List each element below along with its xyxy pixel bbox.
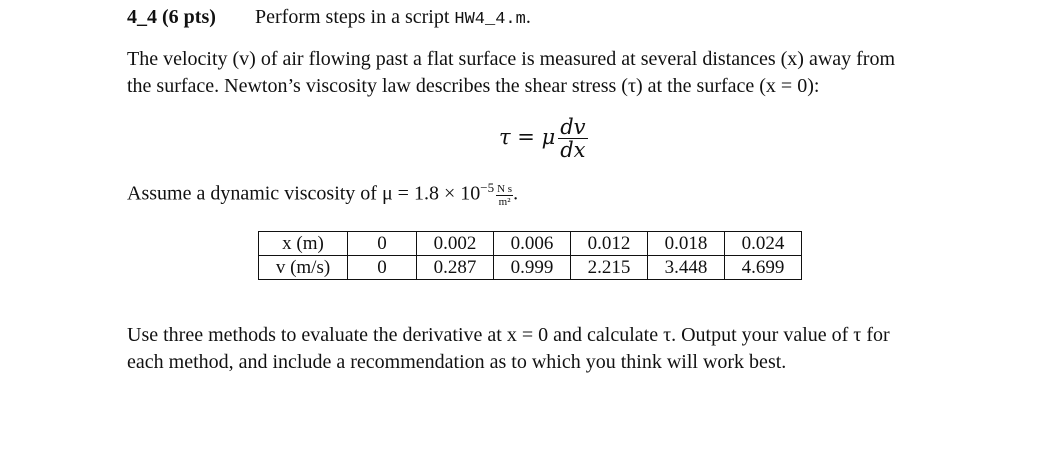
- viscosity-statement: [127, 180, 518, 208]
- problem-header: [127, 6, 531, 29]
- fraction-denominator: dx: [560, 138, 586, 162]
- table-row: [259, 256, 802, 280]
- table-cell: 0: [348, 256, 417, 280]
- task-text: [255, 6, 531, 29]
- viscosity-text: Assume a dynamic viscosity of μ = 1.8 × 10: [127, 182, 481, 205]
- row-label-x: x (m): [259, 232, 348, 256]
- table-cell: 2.215: [571, 256, 648, 280]
- intro-line-2: the surface. Newton’s viscosity law describes the shear stress (τ) at the surface (x = 0):: [127, 75, 820, 97]
- equation-lhs: τ = μ: [499, 125, 556, 149]
- script-name: HW4_4.m: [454, 10, 526, 29]
- viscosity-end: .: [513, 182, 519, 205]
- instructions-line-1: Use three methods to evaluate the derivative at x = 0 and calculate τ. Output your value of τ for: [127, 324, 890, 346]
- viscosity-exponent: −5: [480, 180, 495, 195]
- unit-denominator: m²: [498, 195, 511, 208]
- table-cell: 0.006: [494, 232, 571, 256]
- table-cell: 0.012: [571, 232, 648, 256]
- intro-paragraph: [127, 46, 895, 100]
- problem-number: 4_4 (6 pts): [127, 6, 216, 28]
- viscosity-law-equation: [499, 116, 588, 161]
- viscosity-unit: [496, 183, 513, 208]
- instructions-line-2: each method, and include a recommendation as to which you think will work best.: [127, 351, 787, 373]
- unit-numerator: N s: [497, 182, 513, 195]
- row-label-v: v (m/s): [259, 256, 348, 280]
- table-cell: 0.999: [494, 256, 571, 280]
- table-row: [259, 232, 802, 256]
- instructions-paragraph: [127, 322, 890, 376]
- table-cell: 0.024: [725, 232, 802, 256]
- measurement-table: [258, 231, 802, 280]
- table-cell: 3.448: [648, 256, 725, 280]
- table-cell: 0.002: [417, 232, 494, 256]
- fraction-numerator: dv: [560, 115, 586, 139]
- intro-line-1: The velocity (v) of air flowing past a flat surface is measured at several distances (x) away from: [127, 48, 896, 70]
- table-cell: 0: [348, 232, 417, 256]
- table-cell: 4.699: [725, 256, 802, 280]
- task-suffix: .: [525, 6, 531, 28]
- derivative-fraction: [558, 116, 587, 161]
- table-cell: 0.287: [417, 256, 494, 280]
- table-cell: 0.018: [648, 232, 725, 256]
- task-prefix: Perform steps in a script: [255, 6, 455, 28]
